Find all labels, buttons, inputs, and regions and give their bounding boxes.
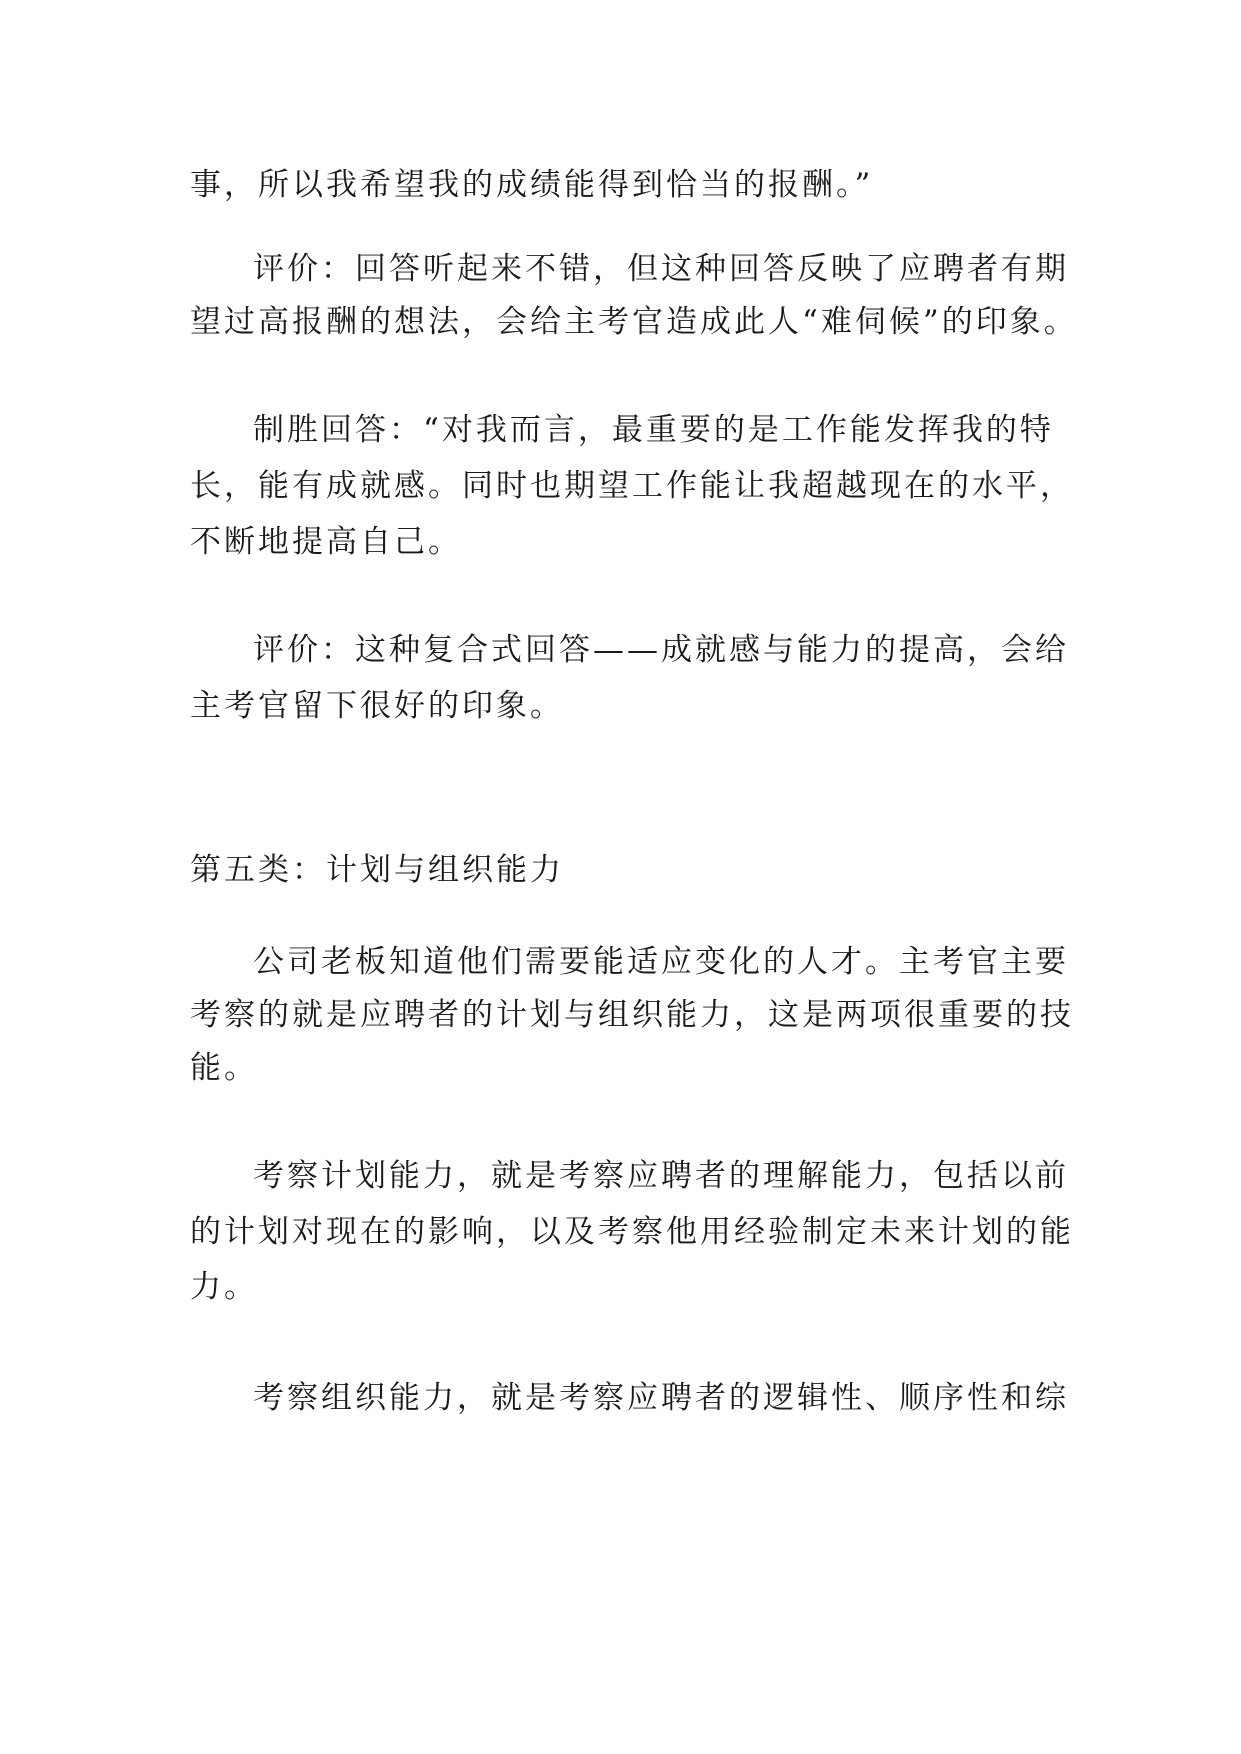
text-line: 公司老板知道他们需要能适应变化的人才。主考官主要 <box>253 944 1069 980</box>
text-line: 望过高报酬的想法，会给主考官造成此人“难伺候”的印象。 <box>190 304 1078 340</box>
text-line: 考察组织能力，就是考察应聘者的逻辑性、顺序性和综 <box>253 1380 1069 1416</box>
text-line: 制胜回答：“对我而言，最重要的是工作能发挥我的特 <box>253 412 1054 448</box>
text-line: 评价：这种复合式回答——成就感与能力的提高，会给 <box>253 632 1069 668</box>
text-line: 不断地提高自己。 <box>190 524 462 560</box>
text-line: 的计划对现在的影响，以及考察他用经验制定未来计划的能 <box>190 1214 1074 1250</box>
text-line: 事，所以我希望我的成绩能得到恰当的报酬。” <box>190 167 874 203</box>
text-line: 长，能有成就感。同时也期望工作能让我超越现在的水平， <box>190 468 1074 504</box>
text-line: 评价：回答听起来不错，但这种回答反映了应聘者有期 <box>253 251 1069 287</box>
text-line: 力。 <box>190 1269 258 1305</box>
heading-text: 第五类：计划与组织能力 <box>190 852 564 888</box>
text-line: 考察计划能力，就是考察应聘者的理解能力，包括以前 <box>253 1158 1069 1194</box>
text-line: 考察的就是应聘者的计划与组织能力，这是两项很重要的技 <box>190 997 1074 1033</box>
text-line: 主考官留下很好的印象。 <box>190 688 564 724</box>
text-line: 能。 <box>190 1050 258 1086</box>
